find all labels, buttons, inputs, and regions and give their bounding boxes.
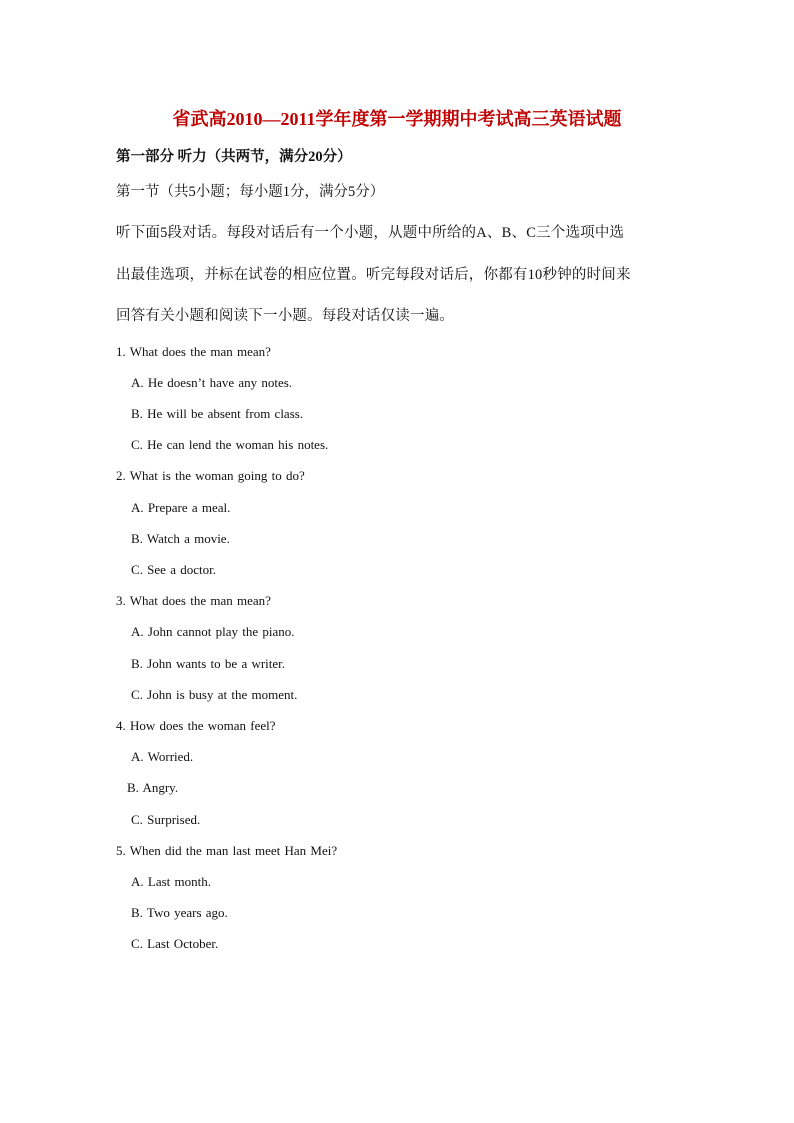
- question-4-option-c: C. Surprised.: [131, 812, 201, 827]
- question-5-option-a: A. Last month.: [131, 874, 211, 889]
- question-1-option-a: A. He doesn’t have any notes.: [131, 375, 293, 390]
- question-1: 1. What does the man mean?: [116, 344, 271, 359]
- question-1-option-b: B. He will be absent from class.: [131, 406, 304, 421]
- question-2-option-b: B. Watch a movie.: [131, 531, 230, 546]
- exam-title: 省武高2010—2011学年度第一学期期中考试高三英语试题: [172, 109, 622, 129]
- question-4-option-b: B. Angry.: [127, 780, 179, 795]
- question-5: 5. When did the man last meet Han Mei?: [116, 843, 338, 858]
- question-1-option-c: C. He can lend the woman his notes.: [131, 437, 329, 452]
- question-4-option-a: A. Worried.: [131, 749, 194, 764]
- instruction-line: 回答有关小题和阅读下一小题。每段对话仅读一遍。: [116, 308, 455, 324]
- question-3-option-a: A. John cannot play the piano.: [131, 624, 295, 639]
- instruction-line: 听下面5段对话。每段对话后有一个小题，从题中所给的A、B、C三个选项中选: [116, 225, 625, 241]
- question-2: 2. What is the woman going to do?: [116, 468, 305, 483]
- question-2-option-a: A. Prepare a meal.: [131, 500, 231, 515]
- question-5-option-b: B. Two years ago.: [131, 905, 228, 920]
- question-5-option-c: C. Last October.: [131, 936, 219, 951]
- section-one-heading: 第一节（共5小题；每小题1分，满分5分）: [116, 184, 385, 200]
- question-3-option-b: B. John wants to be a writer.: [131, 656, 286, 671]
- question-3-option-c: C. John is busy at the moment.: [131, 687, 298, 702]
- part-one-heading: 第一部分 听力（共两节，满分20分）: [116, 149, 352, 165]
- question-4: 4. How does the woman feel?: [116, 718, 276, 733]
- instruction-line: 出最佳选项，并标在试卷的相应位置。听完每段对话后，你都有10秒钟的时间来: [116, 267, 631, 283]
- question-3: 3. What does the man mean?: [116, 593, 271, 608]
- question-2-option-c: C. See a doctor.: [131, 562, 216, 577]
